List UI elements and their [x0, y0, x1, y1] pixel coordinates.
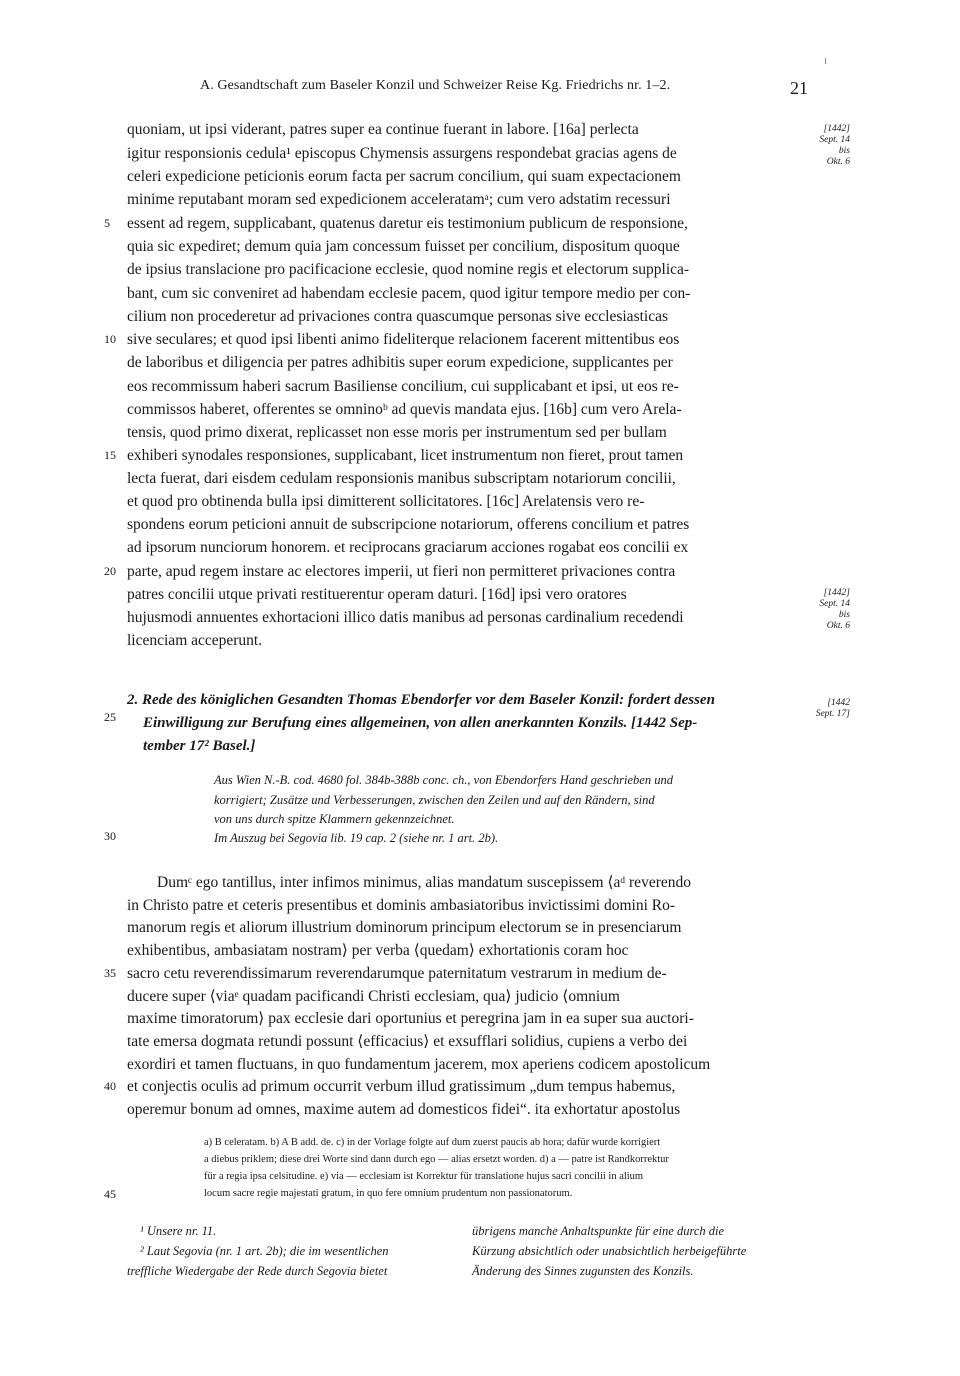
text-line: de ipsius translacione pro pacificacione ecclesie, quod nomine regis et electorum supplica-: [127, 261, 690, 278]
footnote-line: Kürzung absichtlich oder unabsichtlich herbeigeführte: [472, 1244, 747, 1258]
text-line: licenciam acceperunt.: [127, 632, 263, 649]
line-number: 30: [104, 829, 116, 843]
text-line: in Christo patre et ceteris presentibus et dominis ambasiatoribus invictissimi domini Ro-: [127, 897, 676, 914]
text-line: operemur bonum ad omnes, maxime autem ad domesticos fidei“. ita exhortatur apostolus: [127, 1101, 681, 1118]
title-line: Einwilligung zur Berufung eines allgemeinen, von allen anerkannten Konzils. [1442 Sep-: [143, 715, 698, 731]
text-line: minime reputabant moram sed expedicionem acceleratamᵃ; cum vero adstatim recessuri: [127, 191, 671, 208]
line-number: 45: [104, 1187, 116, 1201]
text-line: spondens eorum peticioni annuit de subscripcione notariorum, offerens concilium et patres: [127, 516, 690, 533]
text-line: quoniam, ut ipsi viderant, patres super ea continue fuerant in labore. [16a] perlecta: [127, 121, 639, 138]
text-line: sacro cetu reverendissimarum reverendarumque paternitatum vestrarum in medium de-: [127, 965, 667, 982]
text-line: Dumᶜ ego tantillus, inter infimos minimus, alias mandatum suscepissem ⟨aᵈ reverendo: [157, 874, 691, 891]
text-line: parte, apud regem instare ac electores imperii, ut fieri non permitteret privaciones contra: [127, 563, 676, 580]
margin-note-date: [1442] Sept. 14 bis Okt. 6: [819, 124, 850, 167]
title-line: tember 17² Basel.]: [143, 738, 256, 754]
text-line: quia sic expediret; demum quia jam concessum fuisset per concilium, dispositum quoque: [127, 238, 680, 255]
text-line: de laboribus et diligencia per patres adhibitis super eorum expedicione, supplicantes per: [127, 354, 673, 371]
text-line: exordiri et tamen fluctuans, in quo fundamentum jacerem, mox aperiens codicem apostolicum: [127, 1056, 711, 1073]
text-line: commissos haberet, offerentes se omninoᵇ ad quevis mandata ejus. [16b] cum vero Arela-: [127, 401, 682, 418]
text-line: cilium non procederetur ad privaciones contra quascumque personas sive ecclesiasticas: [127, 308, 669, 325]
footnote-line: übrigens manche Anhaltspunkte für eine durch die: [472, 1224, 725, 1238]
title-line: 2. Rede des königlichen Gesandten Thomas Ebendorfer vor dem Baseler Konzil: fordert dessen: [127, 692, 715, 708]
running-header: A. Gesandtschaft zum Baseler Konzil und Schweizer Reise Kg. Friedrichs nr. 1–2.: [200, 78, 671, 93]
text-line: et conjectis oculis ad primum occurrit verbum illud gratissimum „dum tempus habemus,: [127, 1078, 676, 1095]
text-line: et quod pro obtinenda bulla ipsi dimitterent sollicitatores. [16c] Arelatensis vero re-: [127, 493, 645, 510]
text-line: essent ad regem, supplicabant, quatenus daretur eis testimonium publicum de responsione,: [127, 215, 688, 232]
source-line: Aus Wien N.-B. cod. 4680 fol. 384b-388b conc. ch., von Ebendorfers Hand geschrieben und: [214, 773, 673, 787]
footnote-line: Änderung des Sinnes zugunsten des Konzils.: [472, 1264, 694, 1278]
source-line: von uns durch spitze Klammern gekennzeichnet.: [214, 812, 455, 826]
text-line: manorum regis et aliorum illustrium dominorum principum electorum se in presenciarum: [127, 919, 682, 936]
text-line: maxime timoratorum⟩ pax ecclesie dari oportunius et peregrina jam in ea super sua auctori-: [127, 1010, 694, 1027]
text-line: ad ipsorum nunciorum honorem. et reciprocans graciarum acciones rogabat eos concilii ex: [127, 539, 689, 556]
line-number: 15: [104, 448, 116, 462]
margin-note-date: [1442] Sept. 14 bis Okt. 6: [819, 588, 850, 631]
text-line: exhiberi synodales responsiones, supplicabant, licet instrumentum non fieret, prout tamen: [127, 447, 684, 464]
text-line: lecta fuerat, dari eisdem cedulam responsionis manibus subscriptam notariorum concilii,: [127, 470, 676, 487]
text-line: celeri expedicione peticionis eorum facta per sacrum concilium, qui suam expectacionem: [127, 168, 681, 185]
text-line: bant, cum sic conveniret ad habendam ecclesie pacem, quod igitur tempore medio per con-: [127, 285, 691, 302]
scan-mark: [825, 58, 826, 64]
variant-line: a diebus priklem; diese drei Worte sind dann durch ego — alias ersetzt worden. d) a — patre ist Randkorrektur: [204, 1154, 669, 1165]
text-line: ducere super ⟨viaᵉ quadam pacificandi Christi ecclesiam, qua⟩ judicio ⟨omnium: [127, 988, 620, 1005]
text-line: patres concilii utque privati restituerentur operam daturi. [16d] ipsi vero oratores: [127, 586, 627, 603]
text-line: hujusmodi annuentes exhortacioni illico datis manibus ad personas cardinalium recedendi: [127, 609, 684, 626]
line-number: 5: [104, 216, 110, 230]
footnote-line: ¹ Unsere nr. 11.: [140, 1224, 217, 1238]
text-line: eos recommissum haberi sacrum Basiliense concilium, cui supplicabant et ipsi, ut eos re-: [127, 378, 679, 395]
line-number: 35: [104, 966, 116, 980]
line-number: 10: [104, 332, 116, 346]
line-number: 20: [104, 564, 116, 578]
line-number: 40: [104, 1079, 116, 1093]
variant-line: locum sacre regie majestati gratum, in quo fere omnium prudentum non passionatorum.: [204, 1188, 573, 1199]
text-line: tate emersa dogmata retundi possunt ⟨efficacius⟩ et exsufflari solidius, cupiens a verbo dei: [127, 1033, 688, 1050]
margin-note-date: [1442 Sept. 17]: [815, 698, 850, 719]
source-line: korrigiert; Zusätze und Verbesserungen, zwischen den Zeilen und auf den Rändern, sind: [214, 793, 655, 807]
footnote-line: treffliche Wiedergabe der Rede durch Segovia bietet: [127, 1264, 388, 1278]
page-number: 21: [790, 78, 808, 98]
variant-line: für a regia ipsa celsitudine. e) via — ecclesiam ist Korrektur für translatione hujus sacri concilii in alium: [204, 1171, 644, 1182]
footnote-line: ² Laut Segovia (nr. 1 art. 2b); die im wesentlichen: [140, 1244, 389, 1258]
text-line: sive seculares; et quod ipsi libenti animo fideliterque relacionem facerent mittentibus eos: [127, 331, 680, 348]
line-number: 25: [104, 710, 116, 724]
text-line: igitur responsionis cedula¹ episcopus Chymensis assurgens respondebat gracias agens de: [127, 145, 677, 162]
variant-line: a) B celeratam. b) A B add. de. c) in der Vorlage folgte auf dum zuerst paucis ab hora; dafür wurde korrigiert: [204, 1137, 661, 1148]
text-line: exhibentibus, ambasiatam nostram⟩ per verba ⟨quedam⟩ exhortationis coram hoc: [127, 942, 629, 959]
text-line: tensis, quod primo dixerat, replicasset non esse moris per instrumentum sed per bullam: [127, 424, 667, 441]
source-line: Im Auszug bei Segovia lib. 19 cap. 2 (siehe nr. 1 art. 2b).: [214, 831, 499, 845]
